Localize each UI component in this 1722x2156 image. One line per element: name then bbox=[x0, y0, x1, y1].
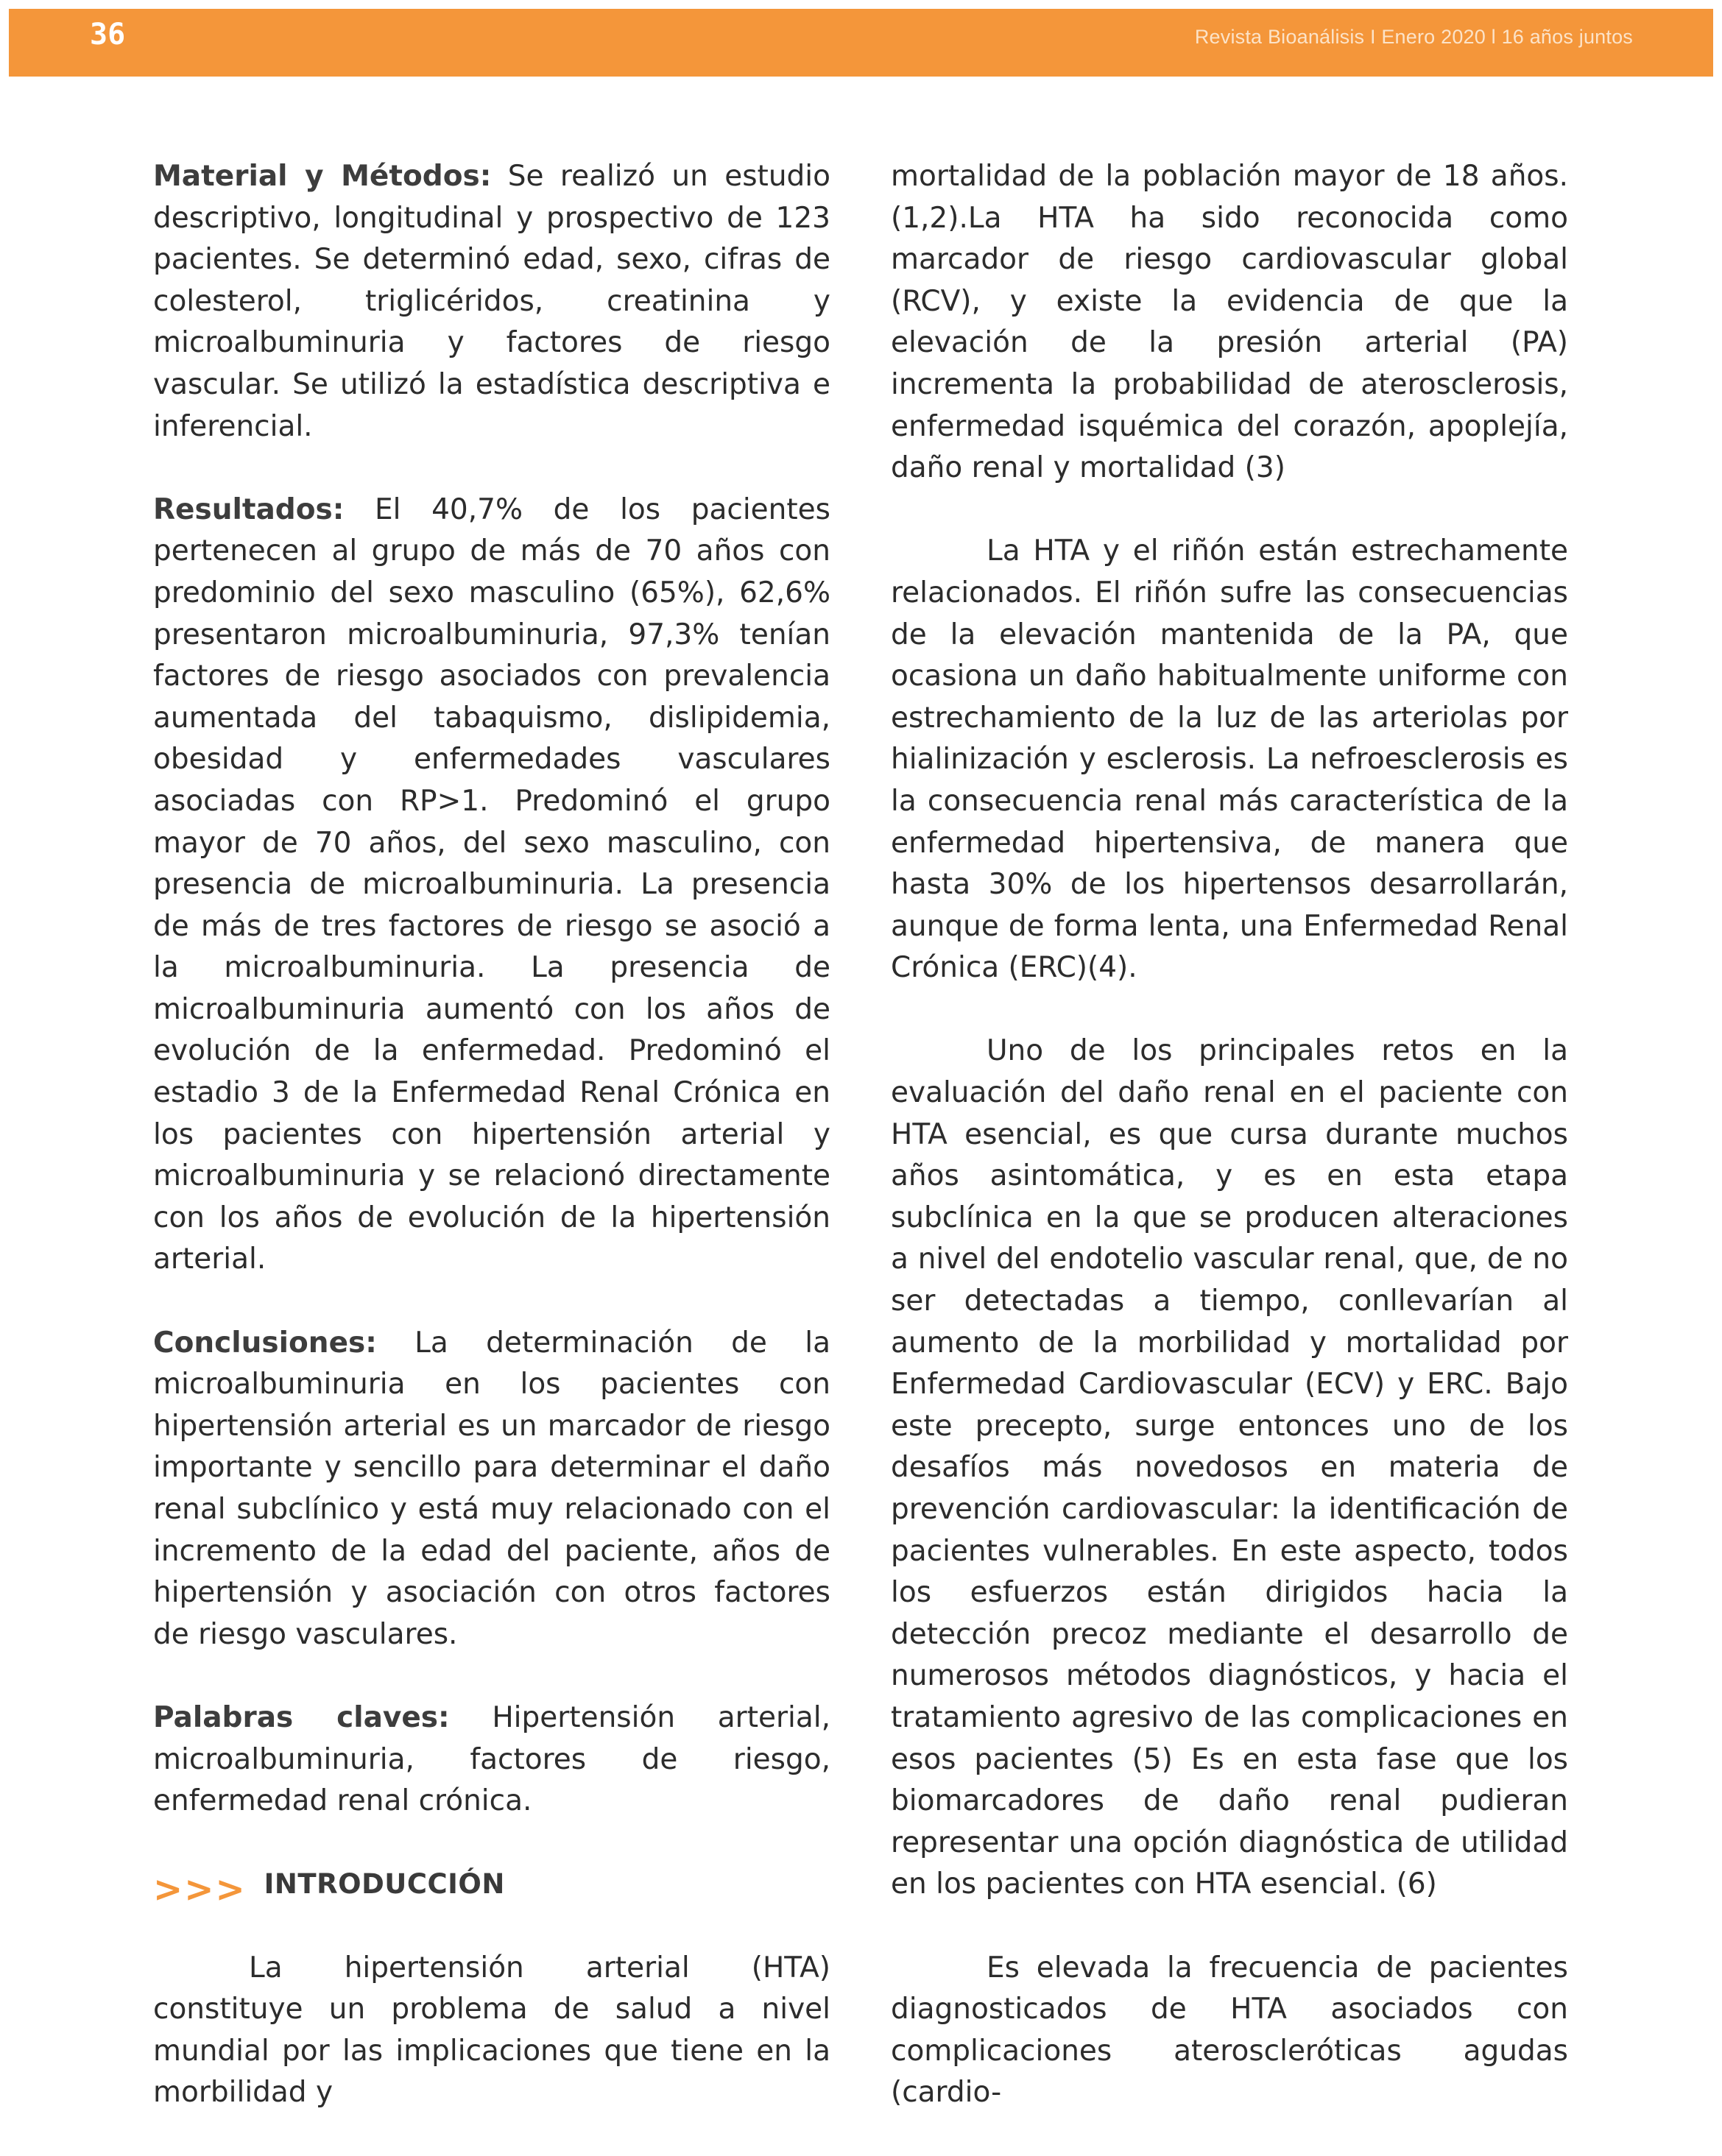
intro-paragraph: La hipertensión arterial (HTA) constituye un problema de salud a nivel mundial por las implicaciones que tiene en la morbilidad y bbox=[153, 1951, 830, 2110]
resultados-text: El 40,7% de los pacientes pertenecen al grupo de más de 70 años con predominio del sexo masculino (65%), 62,6% presentaron microalbuminuria, 97,3% tenían factores de riesgo asociados con prevalencia aumentada del tabaquismo, dislipidemia, obesidad y enfermedades vasculares asociadas con RP>1. Predominó el grupo mayor de 70 años, del sexo masculino, con presencia de microalbuminuria. La presencia de más de tres factores de riesgo se asoció a la microalbuminuria. La presencia de microalbuminuria aumentó con los años de evolución de la enfermedad. Predominó el estadio 3 de la Enfermedad Renal Crónica en los pacientes con hipertensión arterial y microalbuminuria y se relacionó directamente con los años de evolución de la hipertensión arterial. bbox=[153, 492, 830, 1276]
material-metodos-label: Material y Métodos: bbox=[153, 160, 492, 193]
conclusiones-paragraph bbox=[153, 1323, 830, 1656]
left-column bbox=[153, 156, 830, 2156]
right-paragraph-3: Uno de los principales retos en la evaluación del daño renal en el paciente con HTA esencial, es que cursa durante muchos años asintomática, y es en esta etapa subclínica en la que se producen alteraciones a nivel del endotelio vascular renal, que, de no ser detectadas a tiempo, conllevarían al aumento de la morbilidad y mortalidad por Enfermedad Cardiovascular (ECV) y ERC. Bajo este precepto, surge entonces uno de los desafíos más novedosos en materia de prevención cardiovascular: la identificación de pacientes vulnerables. En este aspecto, todos los esfuerzos están dirigidos hacia la detección precoz mediante el desarrollo de numerosos métodos diagnósticos, y hacia el tratamiento agresivo de las complicaciones en esos pacientes (5) Es en esta fase que los biomarcadores de daño renal pudieran representar una opción diagnóstica de utilidad en los pacientes con HTA esencial. (6) bbox=[891, 1034, 1568, 1901]
material-metodos-paragraph bbox=[153, 156, 830, 448]
running-header: Revista Bioanálisis I Enero 2020 l 16 años juntos bbox=[1194, 26, 1633, 48]
introduccion-title: INTRODUCCIÓN bbox=[264, 1868, 505, 1901]
palabras-claves-label: Palabras claves: bbox=[153, 1700, 450, 1734]
introduccion-heading bbox=[153, 1864, 830, 1910]
material-metodos-text: Se realizó un estudio descriptivo, longitudinal y prospectivo de 123 pacientes. Se determinó edad, sexo, cifras de colesterol, triglicéridos, creatinina y microalbuminuria y factores de riesgo vascular. Se utilizó la estadística descriptiva e inferencial. bbox=[153, 160, 830, 443]
resultados-label: Resultados: bbox=[153, 492, 345, 526]
conclusiones-label: Conclusiones: bbox=[153, 1326, 377, 1360]
right-paragraph-2: La HTA y el riñón están estrechamente relacionados. El riñón sufre las consecuencias de la elevación mantenida de la PA, que ocasiona un daño habitualmente uniforme con estrechamiento de la luz de las arteriolas por hialinización y esclerosis. La nefroesclerosis es la consecuencia renal más característica de la enfermedad hipertensiva, de manera que hasta 30% de los hipertensos desarrollarán, aunque de forma lenta, una Enfermedad Renal Crónica (ERC)(4). bbox=[891, 534, 1568, 985]
resultados-paragraph bbox=[153, 489, 830, 1281]
chevrons-icon: >>> bbox=[153, 1868, 247, 1910]
palabras-claves-paragraph bbox=[153, 1697, 830, 1823]
right-paragraph-4: Es elevada la frecuencia de pacientes diagnosticados de HTA asociados con complicaciones ateroscleróticas agudas (cardio- bbox=[891, 1951, 1568, 2110]
right-column bbox=[891, 156, 1568, 2156]
page-number: 36 bbox=[90, 18, 126, 52]
palabras-claves-text: Hipertensión arterial, microalbuminuria, factores de riesgo, enfermedad renal crónica. bbox=[153, 1700, 830, 1818]
conclusiones-text: La determinación de la microalbuminuria en los pacientes con hipertensión arterial es un marcador de riesgo importante y sencillo para determinar el daño renal subclínico y está muy relacionado con el incremento de la edad del paciente, años de hipertensión y asociación con otros factores de riesgo vasculares. bbox=[153, 1326, 830, 1651]
right-paragraph-1: mortalidad de la población mayor de 18 años. (1,2).La HTA ha sido reconocida como marcador de riesgo cardiovascular global (RCV), y existe la evidencia de que la elevación de la presión arterial (PA) incrementa la probabilidad de aterosclerosis, enfermedad isquémica del corazón, apoplejía, daño renal y mortalidad (3) bbox=[891, 160, 1568, 485]
